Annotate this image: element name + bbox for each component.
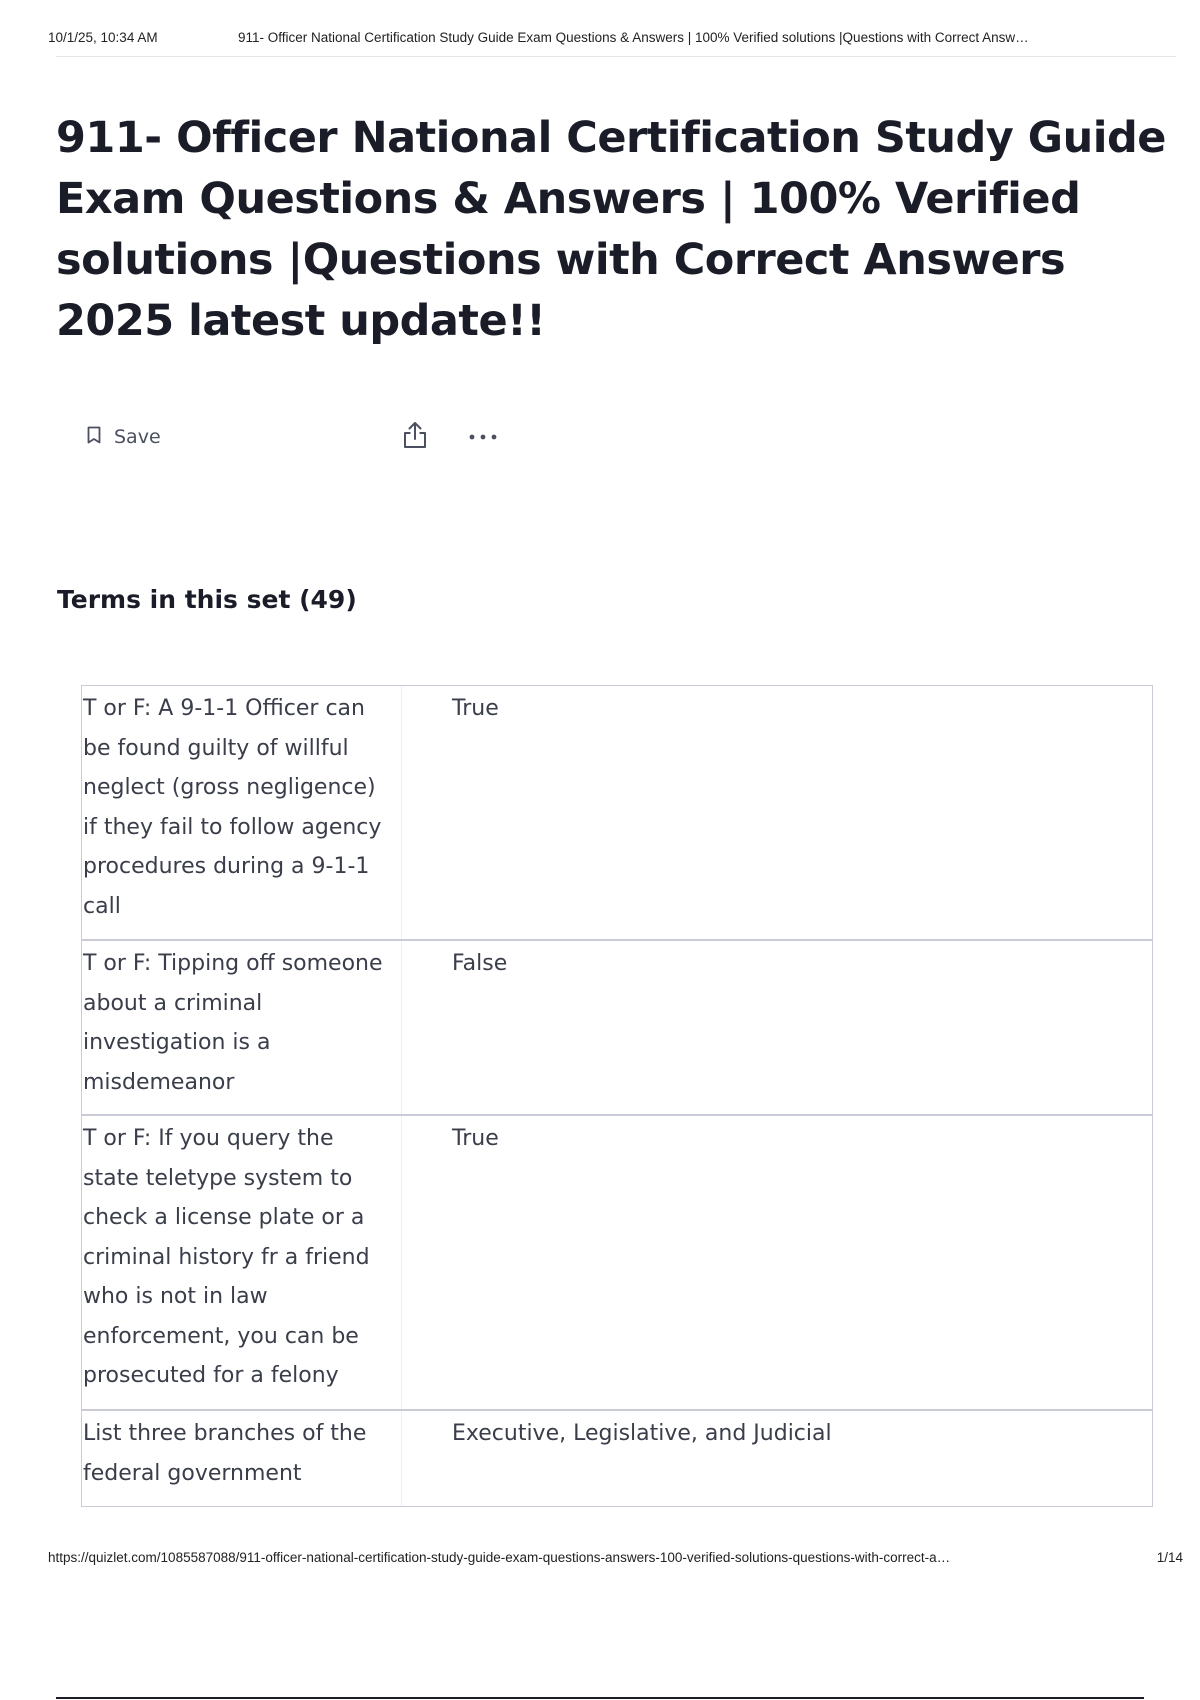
term-text: T or F: If you query the state teletype system to check a license plate or a criminal history fr a friend who is not in law enforcement, you can be prosecuted for a felony <box>82 1116 402 1409</box>
page-url: https://quizlet.com/1085587088/911-officer-national-certification-study-guide-exam-questions-answers-100-verified-solutions-questions-with-correct-a… <box>48 1550 951 1565</box>
definition-text: False <box>452 951 508 976</box>
term-row <box>82 941 1152 1116</box>
set-actions-bar <box>86 420 516 454</box>
definition-text: True <box>452 696 499 721</box>
more-horizontal-icon <box>468 428 498 446</box>
more-options-button[interactable] <box>466 420 500 454</box>
share-button[interactable] <box>398 420 432 454</box>
print-header <box>48 30 1178 45</box>
terms-table <box>81 685 1153 1507</box>
header-divider <box>56 56 1176 57</box>
save-label: Save <box>114 426 161 448</box>
bottom-divider <box>56 1697 1144 1699</box>
term-text: List three branches of the federal government <box>82 1411 402 1506</box>
share-icon <box>401 420 429 455</box>
bookmark-icon <box>86 425 102 450</box>
page-title: 911- Officer National Certification Study Guide Exam Questions & Answers | 100% Verified solutions |Questions with Correct Answers 2025 latest update!! <box>56 113 1166 346</box>
term-row <box>82 1116 1152 1411</box>
print-datetime: 10/1/25, 10:34 AM <box>48 30 158 45</box>
definition-text: Executive, Legislative, and Judicial <box>452 1421 832 1446</box>
term-row <box>82 686 1152 941</box>
print-doc-title: 911- Officer National Certification Study Guide Exam Questions & Answers | 100% Verified solutions |Questions with Correct Answ… <box>238 30 1029 45</box>
page-number: 1/14 <box>1156 1550 1183 1565</box>
term-text: T or F: A 9-1-1 Officer can be found guilty of willful neglect (gross negligence) if they fail to follow agency procedures during a 9-1-1 call <box>82 686 402 939</box>
term-text: T or F: Tipping off someone about a criminal investigation is a misdemeanor <box>82 941 402 1114</box>
terms-heading: Terms in this set (49) <box>57 585 357 614</box>
print-footer <box>48 1550 1183 1565</box>
term-row <box>82 1411 1152 1506</box>
definition-text: True <box>452 1126 499 1151</box>
save-button[interactable] <box>86 420 161 454</box>
